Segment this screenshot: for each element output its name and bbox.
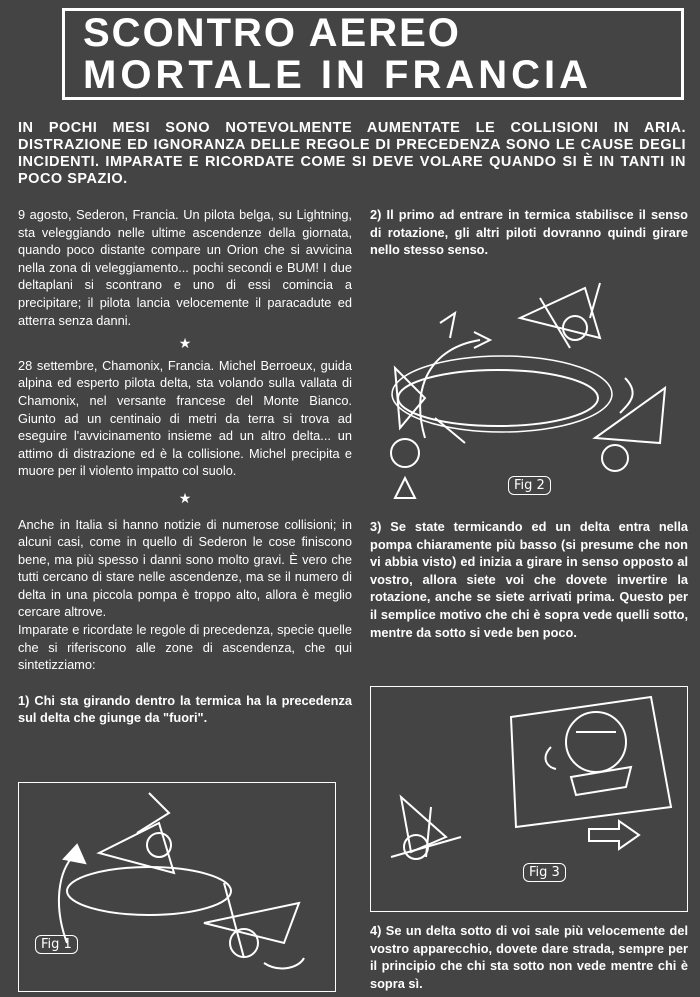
paragraph-regole: Imparate e ricordate le regole di precedenza, specie quelle che si riferiscono alle zone di ascendenza, che qui sintetizziamo:: [18, 622, 352, 673]
separator-star: ★: [178, 335, 192, 352]
headline-line-2: MORTALE IN FRANCIA: [83, 53, 592, 97]
subtitle: IN POCHI MESI SONO NOTEVOLMENTE AUMENTATE LE COLLISIONI IN ARIA. DISTRAZIONE ED IGNORANZA DELLE REGOLE DI PRECEDENZA SONO LE CAUSE DEGLI INCIDENTI. IMPARATE E RICORDATE COME SI DEVE VOLARE QUANDO SI È IN TANTI IN POCO SPAZIO.: [18, 120, 686, 187]
rule-3: 3) Se state termicando ed un delta entra nella pompa chiaramente più basso (si presume che non vi abbia visto) ed inizia a girare in senso opposto al vostro, allora siete voi che dovete invertire la rotazione, anche se siete arrivati prima. Questo per il semplice motivo che chi è sopra vede quelli sotto, mentre da sotto si vede ben poco.: [370, 519, 688, 640]
figure-3-label: Fig 3: [523, 863, 566, 882]
figure-2: [370, 268, 688, 508]
rule-2: 2) Il primo ad entrare in termica stabilisce il senso di rotazione, gli altri piloti dovranno quindi girare nello stesso senso.: [370, 207, 688, 258]
figure-1-label: Fig 1: [35, 935, 78, 954]
figure-3: [370, 686, 688, 912]
paragraph-sederon: 9 agosto, Sederon, Francia. Un pilota belga, su Lightning, sta veleggiando nelle ultime ascendenze della giornata, quando poco distante compare un Orion che si avvicina nella zona di veleggiamento... pochi secondi e BUM! I due deltaplani si scontrano e uno di essi comincia a precipitare; il pilota lancia velocemente il paracadute ed atterra senza danni.: [18, 207, 352, 328]
figure-2-label: Fig 2: [508, 476, 551, 495]
rule-1: 1) Chi sta girando dentro la termica ha la precedenza sul delta che giunge da "fuori".: [18, 692, 352, 726]
article-left-column: [18, 206, 352, 727]
title-box: [62, 8, 684, 100]
figure-1: [18, 782, 336, 992]
headline-line-1: SCONTRO AEREO: [83, 11, 461, 55]
figure-1-drawing: [19, 783, 334, 989]
figure-2-drawing: [370, 268, 688, 508]
paragraph-chamonix: 28 settembre, Chamonix, Francia. Michel Berroeux, guida alpina ed esperto pilota delta, sta volando sulla vallata di Chamonix, nel versante francese del Monte Bianco. Giunto ad un centinaio di metri da terra si trova ad eseguire l'avvicinamento insieme ad un altro delta... un attimo di distrazione ed è la collisione. Michel precipita e muore per il violento impatto col suolo.: [18, 357, 352, 479]
separator-star: ★: [178, 489, 192, 506]
rule-4: 4) Se un delta sotto di voi sale più velocemente del vostro apparecchio, dovete dare strada, sempre per il principio che chi sta sotto non vede mentre chi è sopra sì.: [370, 923, 688, 991]
paragraph-italia: Anche in Italia si hanno notizie di numerose collisioni; in alcuni casi, come in quello di Sederon le cose finiscono bene, ma più spesso i danni sono molto gravi. È vero che tutti cercano di stare nelle ascendenze, ma se il numero di delta in una piccola pompa è troppo alto, allora è meglio cercare altrove.: [18, 516, 352, 620]
